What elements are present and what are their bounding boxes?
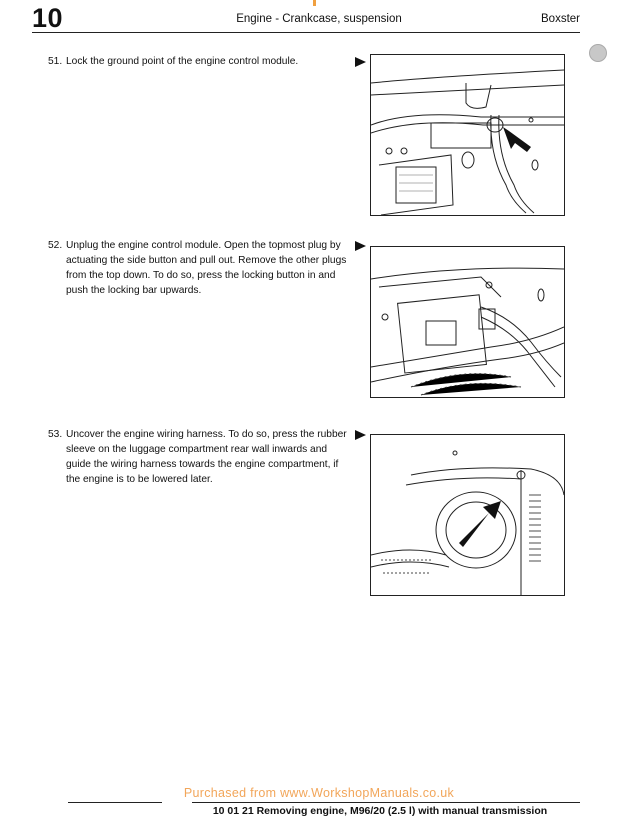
orange-edge-mark [313, 0, 316, 6]
figure-rubber-sleeve [370, 434, 565, 596]
step-number: 51. [48, 56, 63, 67]
figure-ground-point [370, 54, 565, 216]
step-text: Unplug the engine control module. Open the topmost plug by actuating the side button and pull out. Remove the other plugs from the top down. To do so, press the locking button in and push the locking bar upwards. [66, 240, 347, 296]
footer-divider-right [192, 802, 580, 803]
step-text: Lock the ground point of the engine control module. [66, 56, 299, 67]
page-number: 10 [32, 3, 64, 33]
control-module-illustration [371, 247, 564, 397]
margin-dot-icon [589, 44, 607, 62]
pointer-arrow-icon [355, 430, 366, 440]
footer-title: 10 01 21 Removing engine, M96/20 (2.5 l) with manual transmission [212, 805, 548, 817]
step-number: 53. [48, 429, 63, 440]
pointer-arrow-icon [355, 57, 366, 67]
step-51 [48, 54, 348, 69]
ground-point-illustration [371, 55, 564, 215]
step-53 [48, 427, 348, 487]
header-model: Boxster [541, 13, 580, 25]
rubber-sleeve-illustration [371, 435, 564, 595]
step-text: Uncover the engine wiring harness. To do so, press the rubber sleeve on the luggage compartment rear wall inwards and guide the wiring harness towards the engine compartment, if the engine is to be lowered later. [66, 429, 347, 485]
header-divider [32, 32, 580, 33]
pointer-arrow-icon [355, 241, 366, 251]
footer-watermark: Purchased from www.WorkshopManuals.co.uk [183, 786, 455, 800]
header-title: Engine - Crankcase, suspension [236, 13, 402, 25]
step-52 [48, 238, 348, 298]
figure-control-module [370, 246, 565, 398]
step-number: 52. [48, 240, 63, 251]
footer-divider-left [68, 802, 162, 803]
